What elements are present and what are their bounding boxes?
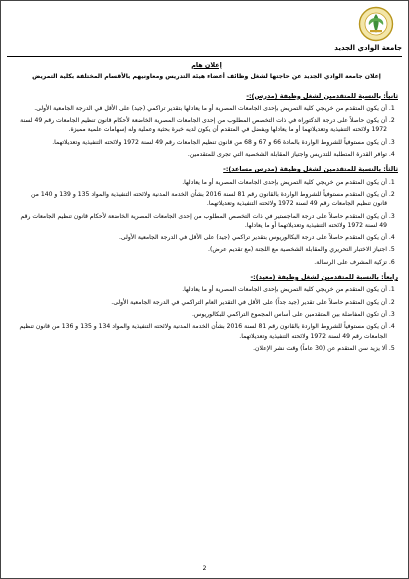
- section-title: ثانياً: بالنسبة للمتقدمين لشغل وظيفة (مدرس):-: [246, 91, 398, 100]
- section-title: رابعاً: بالنسبة للمتقدمين لشغل وظيفة (معيد):-: [250, 273, 398, 282]
- list-item: 4. أن يكون مستوفياً للشروط الواردة بالقانون رقم 81 لسنة 2016 بشأن الخدمة المدنية ولائحته التنفيذية والمواد 134 و 135 و 136 من قانون تنظيم الجامعات رقم 49 لسنة 1972 ولائحته التنفيذية وتعديلاتهما.: [15, 322, 387, 341]
- list-item: 6. تزكية المشرف على الرسالة.: [15, 258, 387, 267]
- section-assistant-lecturer: [15, 165, 398, 267]
- header-divider: [7, 56, 402, 57]
- section-demonstrator: [15, 273, 398, 353]
- university-logo-icon: [358, 6, 394, 42]
- page-number: 2: [202, 565, 207, 572]
- list-item: 5. اجتياز الاختبار التحريري والمقابلة الشخصية مع اللجنة (مع تقديم عرض).: [15, 245, 387, 254]
- list-item: 3. أن يكون مستوفياً للشروط الواردة بالمادة 66 و 67 و 68 من قانون تنظيم الجامعات رقم 49 لسنة 1972 ولائحته التنفيذية وتعديلاتهما.: [15, 138, 387, 147]
- list-item: 1. أن يكون المتقدم من خريجي كلية التمريض بإحدى الجامعات المصرية أو ما يعادلها.: [15, 285, 387, 294]
- announcement-title: إعلان جامعة الوادي الجديد عن حاجتها لشغل وظائف أعضاء هيئة التدريس ومعاونيهم بالأقسام المختلفة بكلية التمريض: [32, 73, 381, 81]
- list-item: 2. أن يكون المتقدم حاصلاً على تقدير (جيد جداً) على الأقل في التقدير العام التراكمي في الدرجة الجامعية الأولى.: [15, 298, 387, 307]
- list-item: 4. توافر القدرة المتطلبة للتدريس واجتياز المقابلة الشخصية التي تجرى للمتقدمين.: [15, 150, 387, 159]
- requirements-list: [15, 104, 398, 159]
- list-item: 1. أن يكون المتقدم من خريجي كلية التمريض بإحدى الجامعات المصرية أو ما يعادلها بتقدير تراكمي (جيد) على الأقل في الدرجة الجامعية الأولى.: [15, 104, 387, 113]
- notice-heading: إعلان هام: [191, 61, 222, 69]
- list-item: 2. أن يكون حاصلاً على درجة الدكتوراه في ذات التخصص المطلوب من إحدى الجامعات المصرية الخاضعة لأحكام قانون تنظيم الجامعات رقم 49 لسنة 1972 ولائحته التنفيذية وتعديلاتهما أو ما يعادلها ويفضل في المتقدم أن يكون لديه خبرة بحثية وعملية وله إسهامات علمية مميزة.: [15, 116, 387, 135]
- list-item: 3. أن تكون المفاضلة بين المتقدمين على أساس المجموع التراكمي للبكالوريوس.: [15, 310, 387, 319]
- list-item: 2. أن يكون المتقدم مستوفياً للشروط الواردة بالقانون رقم 81 لسنة 2016 بشأن الخدمة المدنية ولائحته التنفيذية والمواد 135 و 139 و 140 من قانون تنظيم الجامعات رقم 49 لسنة 1972 ولائحته التنفيذية وتعديلاتهما.: [15, 190, 387, 209]
- requirements-list: [15, 285, 398, 353]
- requirements-list: [15, 178, 398, 267]
- document-body: [15, 61, 398, 356]
- list-item: 3. أن يكون المتقدم حاصلاً على درجة الماجستير في ذات التخصص المطلوب من إحدى الجامعات المصرية الخاضعة لأحكام قانون تنظيم الجامعات رقم 49 لسنة 1972 ولائحته التنفيذية وتعديلاتهما أو ما يعادلها.: [15, 212, 387, 231]
- section-lecturer: [15, 92, 398, 160]
- list-item: 1. أن يكون المتقدم من خريجي كلية التمريض بإحدى الجامعات المصرية أو ما يعادلها.: [15, 178, 387, 187]
- section-title: ثالثاً: بالنسبة للمتقدمين لشغل وظيفة (مدرس مساعد):-: [223, 165, 398, 174]
- university-name: جامعة الوادي الجديد: [334, 44, 402, 52]
- list-item: 5. ألا يزيد سن المتقدم عن (30 عاماً) وقت نشر الإعلان.: [15, 344, 387, 353]
- list-item: 4. أن يكون المتقدم حاصلاً على درجة البكالوريوس بتقدير تراكمي (جيد) على الأقل في الدرجة الجامعية الأولى.: [15, 233, 387, 242]
